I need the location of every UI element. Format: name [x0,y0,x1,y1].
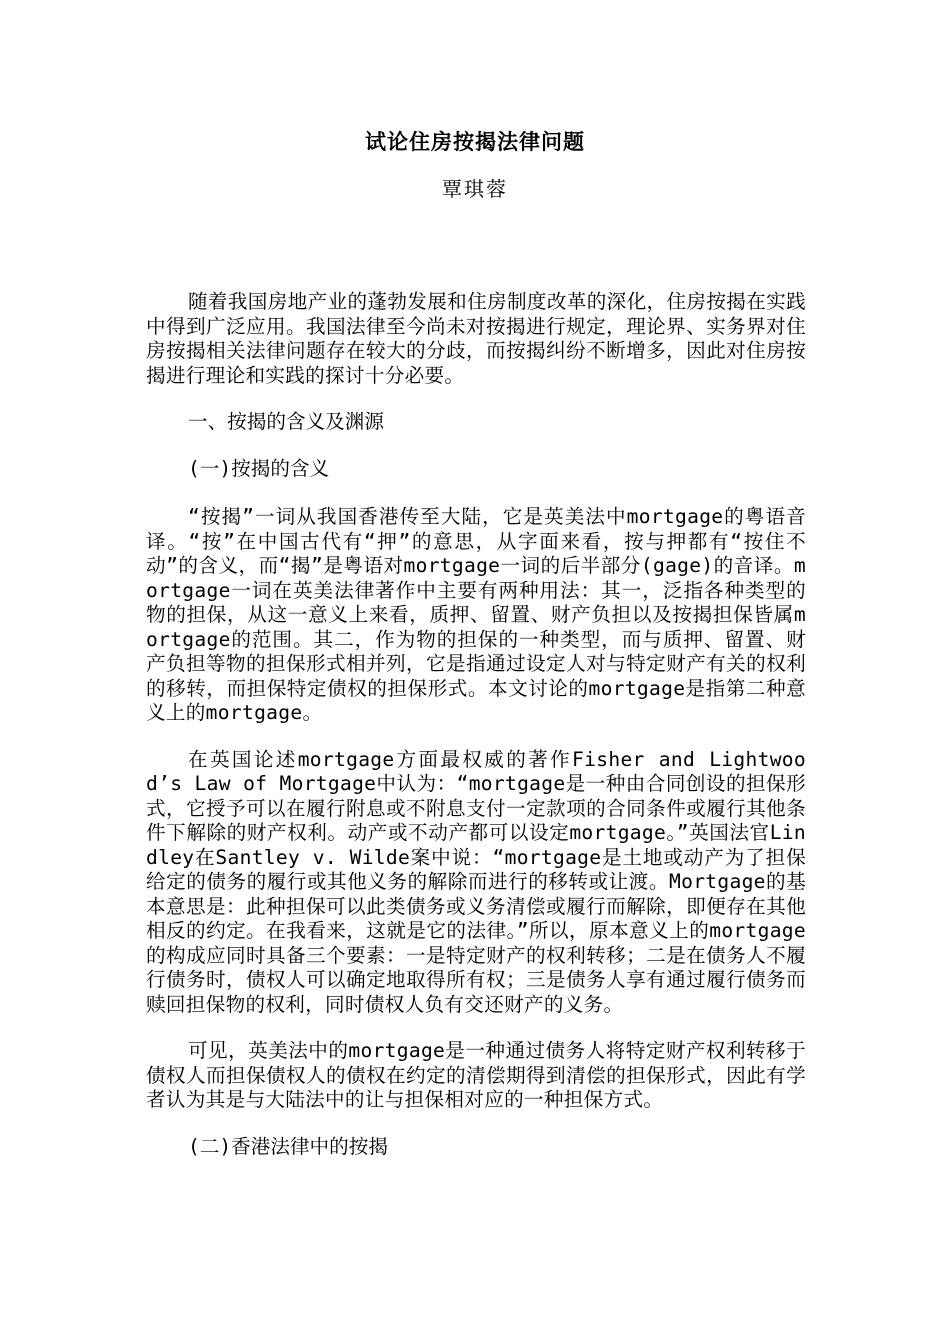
document-title: 试论住房按揭法律问题 [365,129,585,154]
section-heading-1: 一、按揭的含义及渊源 [188,410,384,433]
body-paragraph: 可见，英美法中的mortgage是一种通过债务人将特定财产权利转移于债权人而担保债权人的债权在约定的清偿期得到清偿的担保形式，因此有学者认为其是与大陆法中的让与担保相对应的一种担保方式。 [146,1039,806,1111]
body-paragraph: “按揭”一词从我国香港传至大陆，它是英美法中mortgage的粤语音译。“按”在中国古代有“押”的意思，从字面来看，按与押都有“按住不动”的含义，而“揭”是粤语对mortgage一词的后半部分(gage)的音译。mortgage一词在英美法律著作中主要有两种用法：其一，泛指各种类型的物的担保，从这一意义上来看，质押、留置、财产负担以及按揭担保皆属mortgage的范围。其二，作为物的担保的一种类型，而与质押、留置、财产负担等物的担保形式相并列，它是指通过设定人对与特定财产有关的权利的移转，而担保特定债权的担保形式。本文讨论的mortgage是指第二种意义上的mortgage。 [146,505,806,724]
document-body [146,290,806,1181]
subsection-heading-1: (一)按揭的含义 [188,456,330,480]
document-author: 覃琪蓉 [442,177,508,201]
intro-paragraph: 随着我国房地产业的蓬勃发展和住房制度改革的深化，住房按揭在实践中得到广泛应用。我国法律至今尚未对按揭进行规定，理论界、实务界对住房按揭相关法律问题存在较大的分歧，而按揭纠纷不断增多，因此对住房按揭进行理论和实践的探讨十分必要。 [146,290,806,387]
subsection-heading-2: (二)香港法律中的按揭 [188,1134,388,1158]
body-paragraph: 在英国论述mortgage方面最权威的著作Fisher and Lightwood’s Law of Mortgage中认为：“mortgage是一种由合同创设的担保形式，它授予可以在履行附息或不附息支付一定款项的合同条件或履行其他条件下解除的财产权利。动产或不动产都可以设定mortgage。”英国法官Lindley在Santley v. Wilde案中说：“mortgage是土地或动产为了担保给定的债务的履行或其他义务的解除而进行的移转或让渡。Mortgage的基本意思是：此种担保可以此类债务或义务清偿或履行而解除，即便存在其他相反的约定。在我看来，这就是它的法律。”所以，原本意义上的mortgage的构成应同时具备三个要素：一是特定财产的权利转移；二是在债务人不履行债务时，债权人可以确定地取得所有权；三是债务人享有通过履行债务而赎回担保物的权利，同时债权人负有交还财产的义务。 [146,747,806,1016]
